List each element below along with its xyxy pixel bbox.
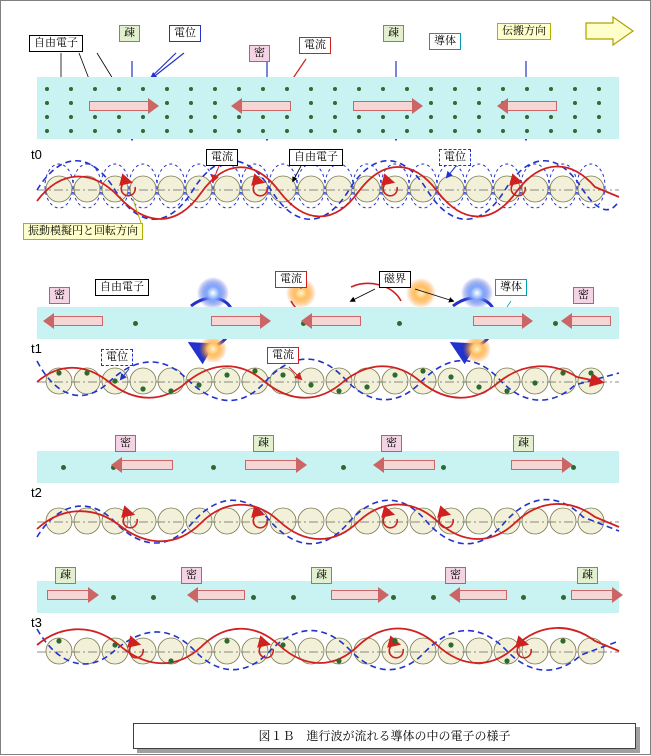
conductor-band-t3 bbox=[37, 581, 619, 613]
label-dense-t2-2: 密 bbox=[381, 435, 402, 452]
label-sparse-t3-3: 疎 bbox=[577, 567, 598, 584]
label-magnetic-field: 磁界 bbox=[379, 271, 411, 288]
label-free-electron-t0-wave: 自由電子 bbox=[289, 149, 343, 166]
label-oscillation-circle: 振動模擬円と回転方向 bbox=[23, 223, 143, 240]
time-label-t0: t0 bbox=[31, 147, 42, 162]
label-potential-t0-wave: 電位 bbox=[439, 149, 471, 166]
label-sparse-t0-2: 疎 bbox=[383, 25, 404, 42]
flow-arrow-t1-2 bbox=[211, 316, 261, 326]
label-dense-t2-1: 密 bbox=[115, 435, 136, 452]
label-current-t1: 電流 bbox=[275, 271, 307, 288]
label-sparse-t2-1: 疎 bbox=[253, 435, 274, 452]
flow-arrow-t2-1 bbox=[121, 460, 173, 470]
label-dense-t3-2: 密 bbox=[445, 567, 466, 584]
label-sparse-t3-1: 疎 bbox=[55, 567, 76, 584]
label-sparse-t3-2: 疎 bbox=[311, 567, 332, 584]
flow-arrow-t3-4 bbox=[459, 590, 507, 600]
flow-arrow-t1-3 bbox=[311, 316, 361, 326]
current-arrow-t0-4 bbox=[507, 101, 557, 111]
flow-arrow-t3-5 bbox=[571, 590, 613, 600]
label-free-electron-t0: 自由電子 bbox=[29, 35, 83, 52]
figure-caption: 図１Ｂ 進行波が流れる導体の中の電子の様子 bbox=[133, 723, 636, 749]
label-dense-t0-1: 密 bbox=[249, 45, 270, 62]
label-current-t1-wave: 電流 bbox=[267, 347, 299, 364]
label-conductor-t0: 導体 bbox=[429, 33, 461, 50]
label-propagation-direction: 伝搬方向 bbox=[497, 23, 551, 40]
label-free-electron-t1: 自由電子 bbox=[95, 279, 149, 296]
label-potential-t1-wave: 電位 bbox=[101, 349, 133, 366]
time-label-t1: t1 bbox=[31, 341, 42, 356]
flow-arrow-t3-2 bbox=[197, 590, 245, 600]
label-dense-t1-2: 密 bbox=[573, 287, 594, 304]
flow-arrow-t1-4 bbox=[473, 316, 523, 326]
label-current-t0: 電流 bbox=[299, 37, 331, 54]
flow-arrow-t2-4 bbox=[511, 460, 563, 470]
label-potential-t0: 電位 bbox=[169, 25, 201, 42]
flow-arrow-t1-5 bbox=[571, 316, 611, 326]
label-sparse-t2-2: 疎 bbox=[513, 435, 534, 452]
current-arrow-t0-3 bbox=[353, 101, 413, 111]
flow-arrow-t3-3 bbox=[331, 590, 379, 600]
flow-arrow-t1-1 bbox=[53, 316, 103, 326]
time-label-t3: t3 bbox=[31, 615, 42, 630]
flow-arrow-t3-1 bbox=[47, 590, 89, 600]
current-arrow-t0-1 bbox=[89, 101, 149, 111]
label-conductor-t1: 導体 bbox=[495, 279, 527, 296]
flow-arrow-t2-3 bbox=[383, 460, 435, 470]
time-label-t2: t2 bbox=[31, 485, 42, 500]
label-current-t0-wave: 電流 bbox=[206, 149, 238, 166]
label-dense-t3-1: 密 bbox=[181, 567, 202, 584]
current-arrow-t0-2 bbox=[241, 101, 291, 111]
flow-arrow-t2-2 bbox=[245, 460, 297, 470]
label-dense-t1-1: 密 bbox=[49, 287, 70, 304]
label-sparse-t0-1: 疎 bbox=[119, 25, 140, 42]
